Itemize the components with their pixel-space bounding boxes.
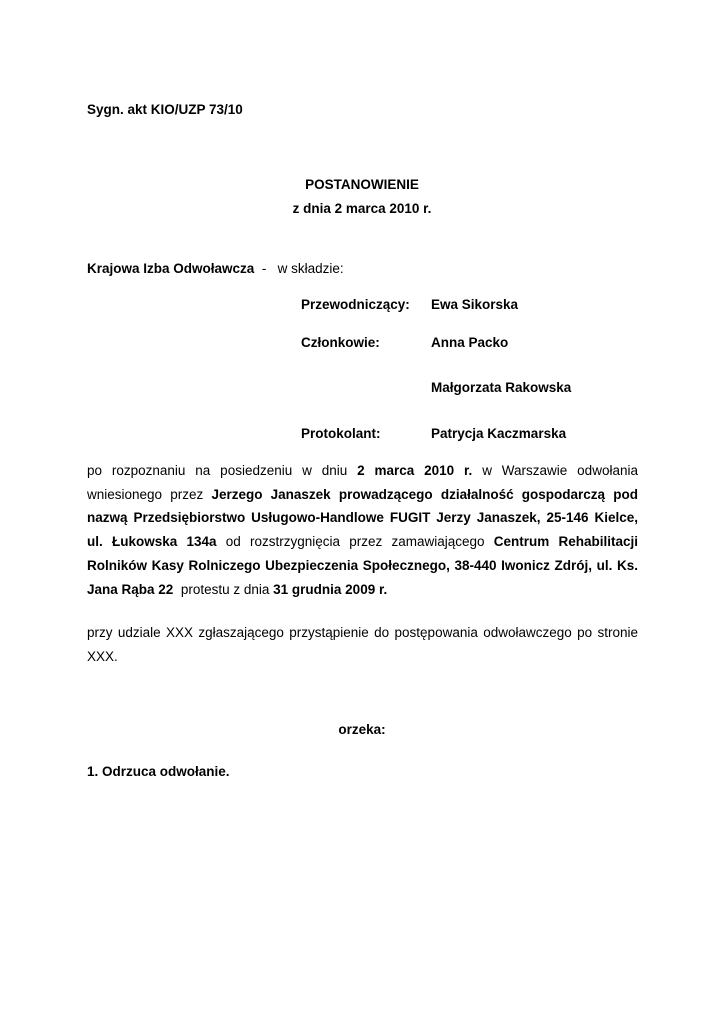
clerk-name: Patrycja Kaczmarska bbox=[431, 426, 567, 441]
contracting-authority: Centrum Rehabilitacji Rolników Kasy Rolniczego Ubezpieczenia Społecznego, 38-440 Iwonicz Zdrój, ul. Ks. Jana Rąba 22 bbox=[87, 534, 638, 597]
members-label: Członkowie: bbox=[301, 335, 380, 350]
appellant: Jerzego Janaszek prowadzącego działalność gospodarczą pod nazwą Przedsiębiorstwo Usługowo-Handlowe FUGIT Jerzy Janaszek, 25-146 Kielce, ul. Łukowska 134a bbox=[87, 486, 638, 550]
chair-name: Ewa Sikorska bbox=[431, 297, 519, 312]
clerk-label: Protokolant: bbox=[301, 426, 381, 441]
ruling-heading: orzeka: bbox=[338, 722, 386, 737]
chamber-name: Krajowa Izba Odwoławcza bbox=[87, 261, 255, 276]
chair-label: Przewodniczący: bbox=[301, 297, 410, 312]
paragraph-text: od rozstrzygnięcia przez zamawiającego bbox=[225, 534, 485, 550]
member-name: Anna Packo bbox=[431, 335, 509, 350]
document-title: POSTANOWIENIE bbox=[305, 177, 419, 192]
main-paragraph bbox=[87, 459, 638, 601]
chamber-composition: w składzie: bbox=[277, 261, 344, 276]
protest-date: 31 grudnia 2009 r. bbox=[273, 581, 388, 597]
document-date: z dnia 2 marca 2010 r. bbox=[292, 201, 432, 216]
chamber-dash: - bbox=[261, 261, 267, 276]
ruling-item: 1. Odrzuca odwołanie. bbox=[87, 764, 230, 779]
paragraph-text: w Warszawie odwołania wniesionego przez bbox=[87, 463, 638, 502]
hearing-date: 2 marca 2010 r. bbox=[357, 463, 473, 478]
member-name: Małgorzata Rakowska bbox=[431, 380, 572, 395]
chamber-line bbox=[87, 261, 344, 276]
paragraph-text: po rozpoznaniu na posiedzeniu w dniu bbox=[87, 463, 348, 478]
participation-paragraph: przy udziale XXX zgłaszającego przystąpienie do postępowania odwoławczego po stronie XXX. bbox=[87, 625, 638, 664]
case-signature: Sygn. akt KIO/UZP 73/10 bbox=[87, 102, 243, 117]
paragraph-text: protestu z dnia bbox=[180, 581, 270, 597]
